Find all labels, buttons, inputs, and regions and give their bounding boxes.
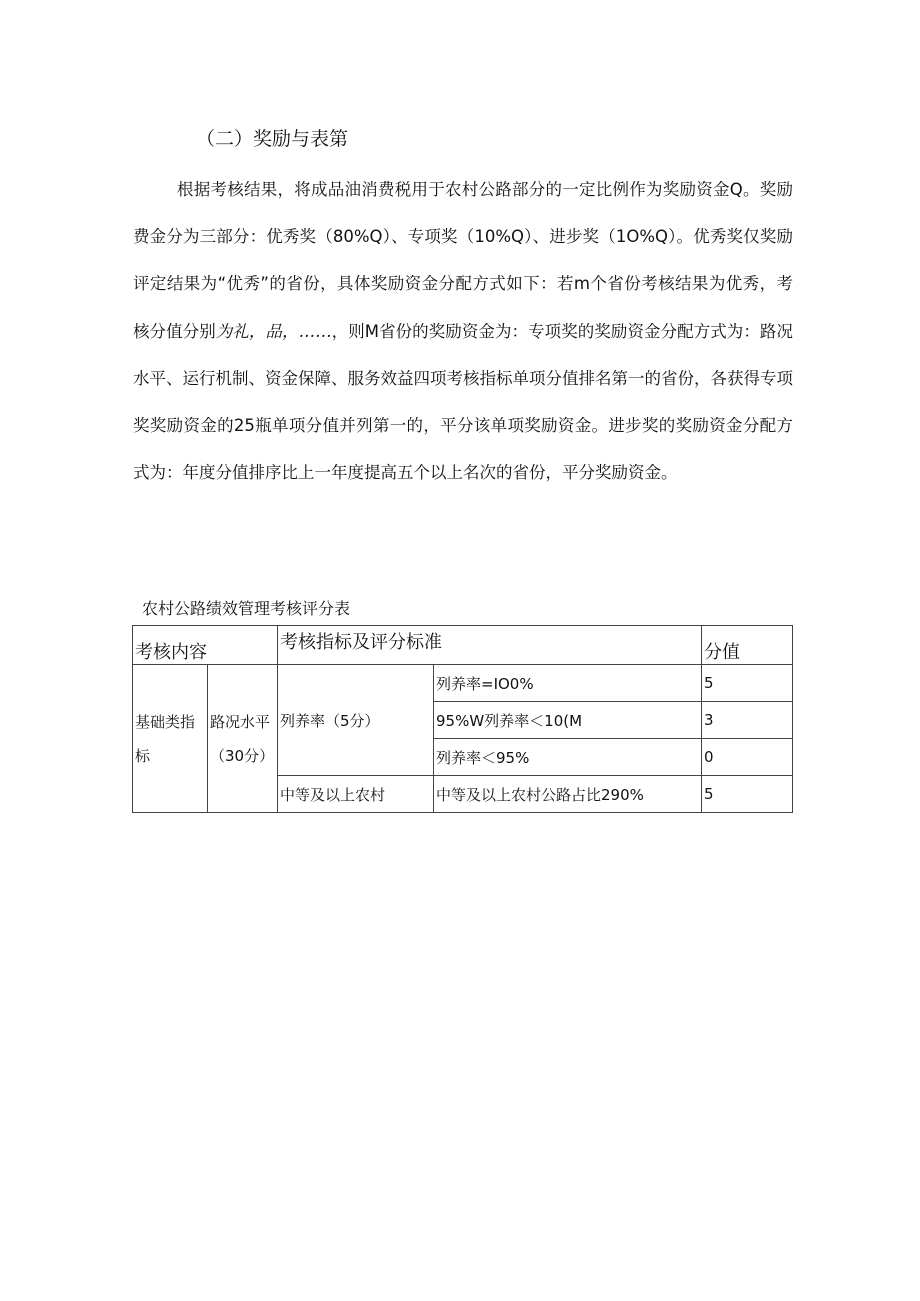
cell-standard: 中等及以上农村公路占比290% [434, 776, 702, 813]
cell-standard: 列养率=IO0% [434, 665, 702, 702]
table-row [133, 665, 793, 702]
score-table [132, 625, 793, 813]
cell-indicator: 列养率（5分） [278, 665, 434, 776]
section-title: （二）奖励与表第 [196, 128, 349, 150]
cell-score: 0 [702, 739, 793, 776]
paragraph-italic-formula: 为礼，品，…… [215, 321, 332, 341]
paragraph-text-1: 根据考核结果，将成品油消费税用于农村公路部分的一定比例作为奖励资金Q。奖励费金分为三部分：优秀奖（80%Q）、专项奖（10%Q）、进步奖（1O%Q）。优秀奖仅奖励评定结果为“优秀”的省份，具体奖励资金分配方式如下：若m个省份考核结果为优秀，考核分值分别 [133, 180, 793, 341]
cell-standard: 95%W列养率＜10(M [434, 702, 702, 739]
cell-standard: 列养率＜95% [434, 739, 702, 776]
table-header-row [133, 626, 793, 665]
cell-score: 3 [702, 702, 793, 739]
body-paragraph [133, 166, 793, 496]
cell-indicator: 中等及以上农村 [278, 776, 434, 813]
cell-subcategory: 路况水平（30分） [208, 665, 278, 813]
header-score: 分值 [702, 626, 793, 665]
header-content: 考核内容 [133, 626, 278, 665]
cell-score: 5 [702, 665, 793, 702]
cell-score: 5 [702, 776, 793, 813]
paragraph-text-2: ，则M省份的奖励资金为：专项奖的奖励资金分配方式为：路况水平、运行机制、资金保障、服务效益四项考核指标单项分值排名第一的省份，各获得专项奖奖励资金的25瓶单项分值并列第一的，平分该单项奖励资金。进步奖的奖励资金分配方式为：年度分值排序比上一年度提高五个以上名次的省份，平分奖励资金。 [133, 321, 793, 483]
table-caption: 农村公路绩效管理考核评分表 [142, 599, 351, 618]
cell-category: 基础类指标 [133, 665, 208, 813]
header-indicator: 考核指标及评分标准 [278, 626, 702, 665]
